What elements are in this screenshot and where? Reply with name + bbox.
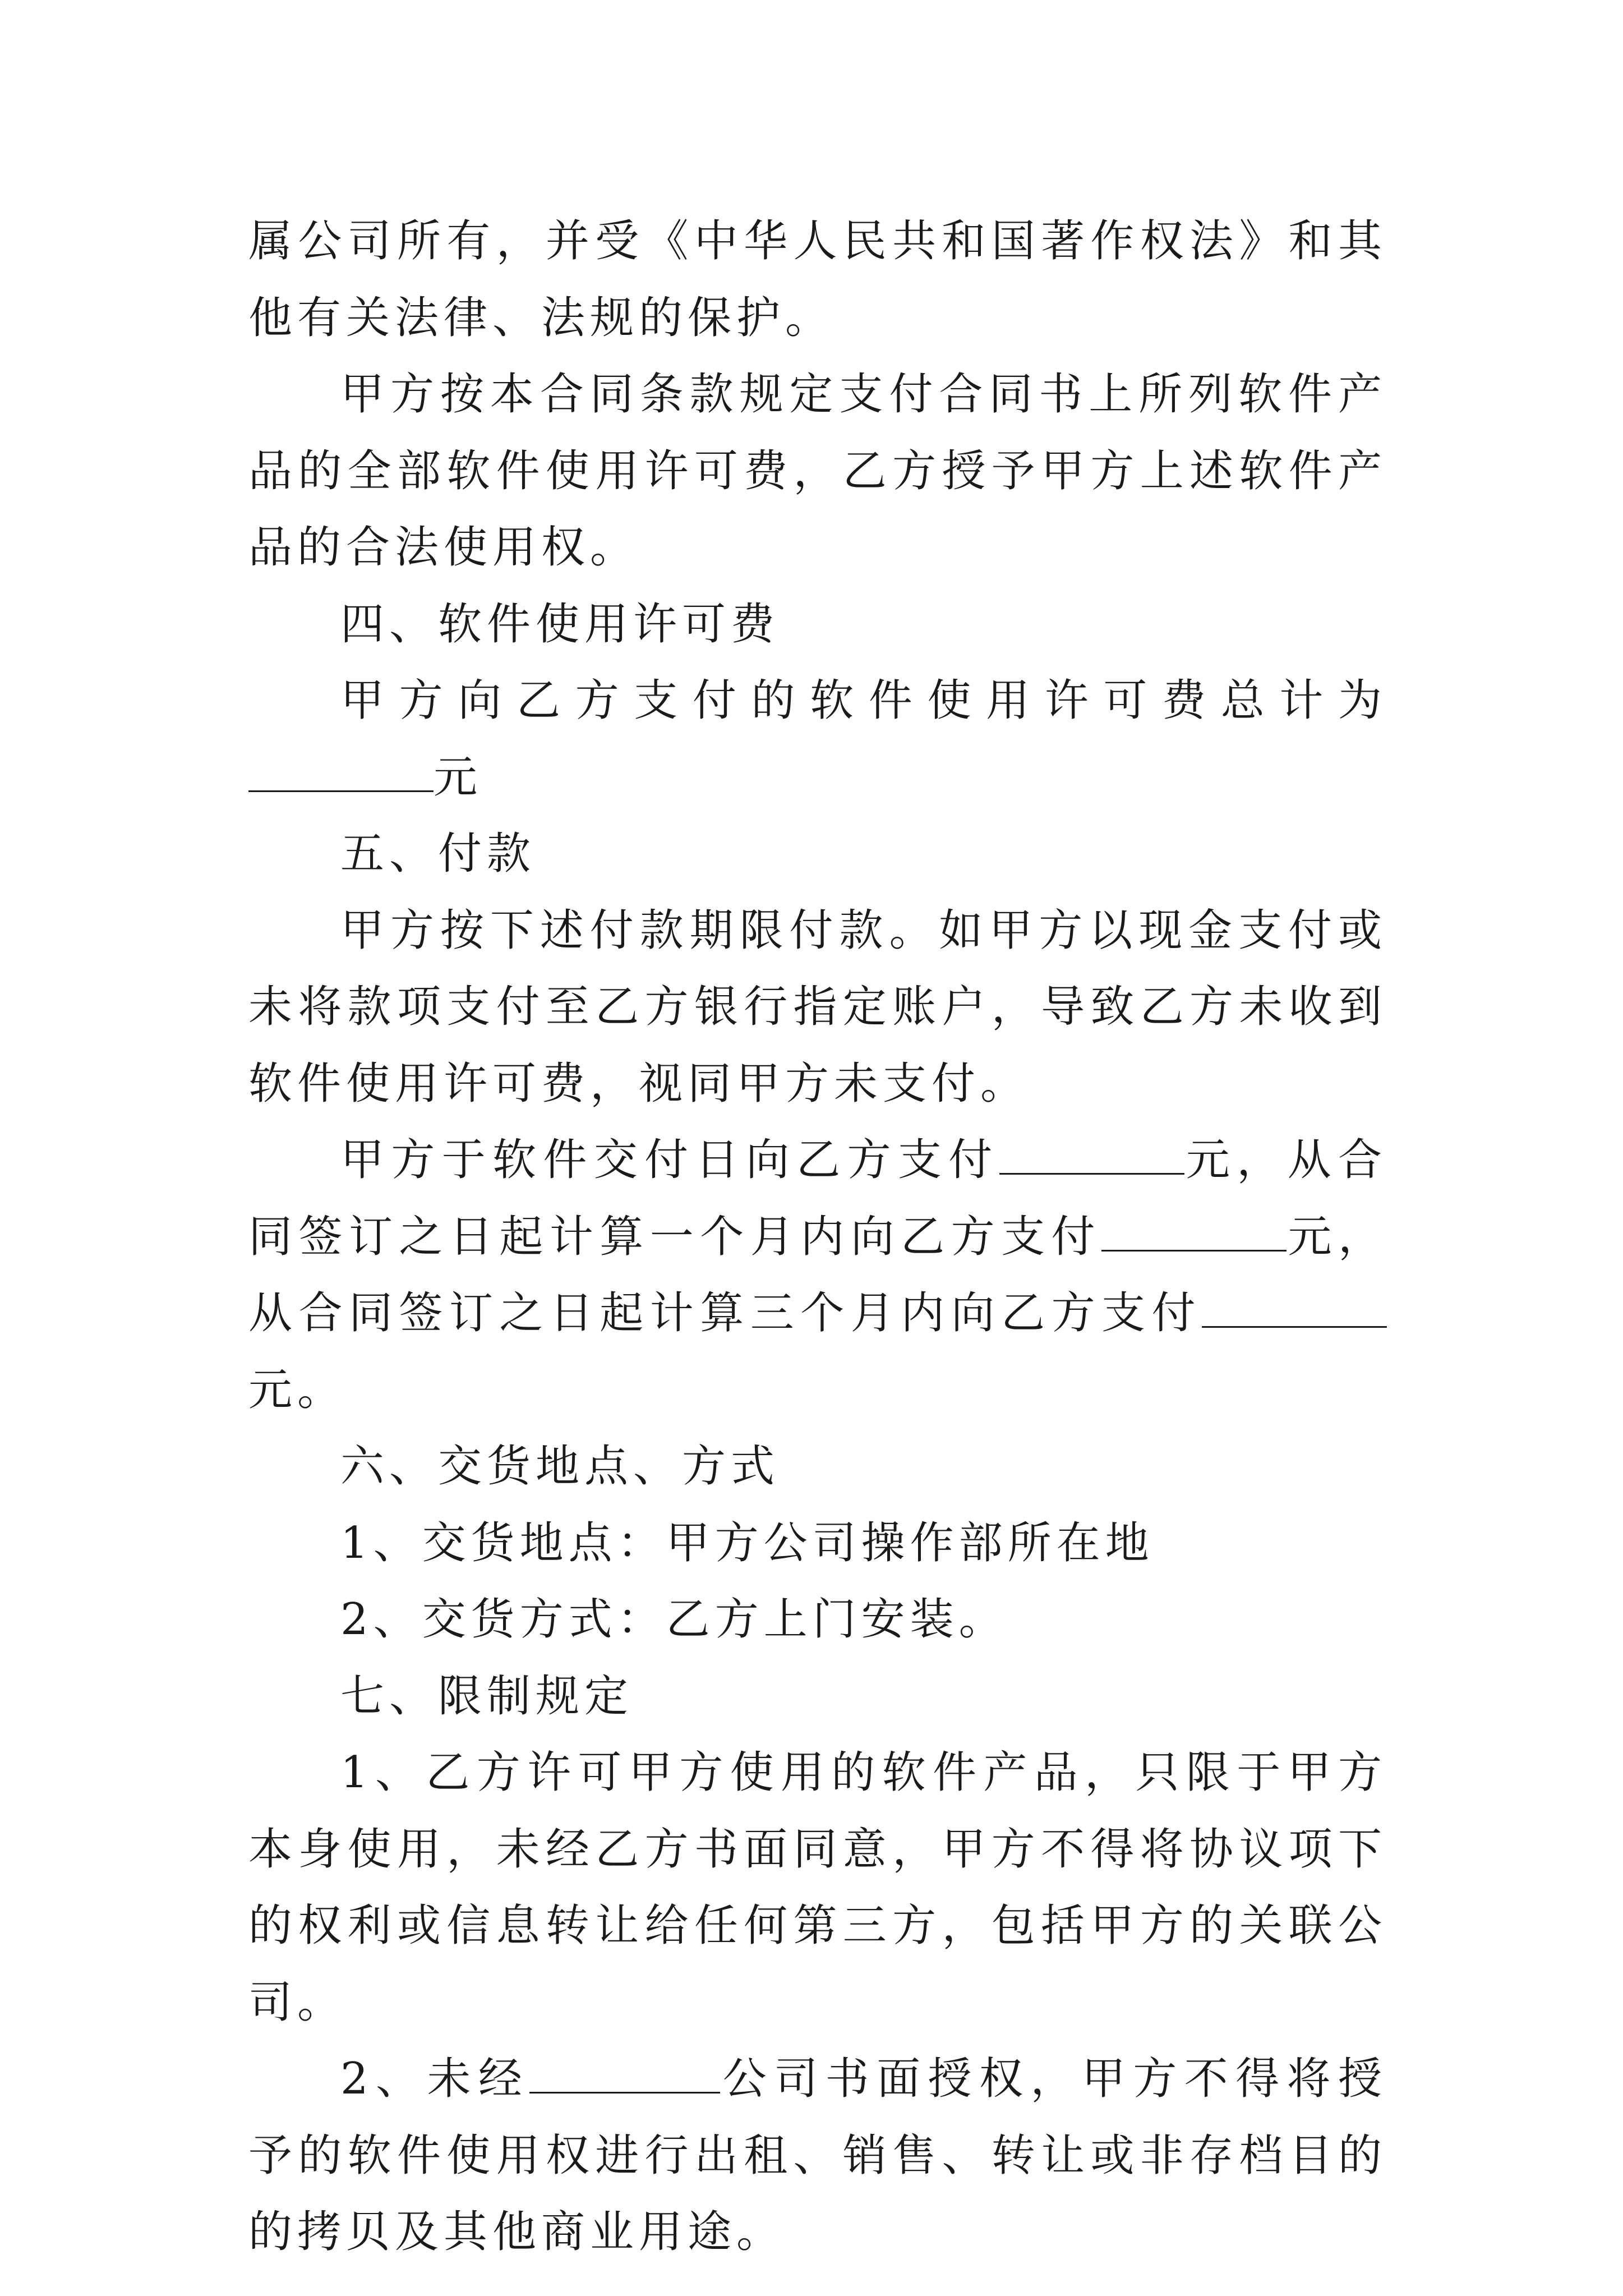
paragraph-delivery-place: 1、交货地点：甲方公司操作部所在地 xyxy=(340,1517,1154,1568)
paragraph-payment-terms: 甲方按下述付款期限付款。如甲方以现金支付或未将款项支付至乙方银行指定账户，导致乙方未收到软件使用许可费，视同甲方未支付。 xyxy=(248,905,1387,1109)
fee-total-unit: 元 xyxy=(434,752,483,803)
payment-schedule-text-c: 元，从合同签订之日起计算三个月内向乙方支付 xyxy=(248,1211,1387,1338)
paragraph-payment-schedule xyxy=(248,1122,1387,1428)
payment-schedule-text-b: 元，从合同签订之日起计算一个月内向乙方支付 xyxy=(248,1135,1387,1262)
heading-restrictions: 七、限制规定 xyxy=(340,1671,634,1722)
payment-schedule-text-a: 甲方于软件交付日向乙方支付 xyxy=(340,1135,999,1185)
payment-blank-2 xyxy=(1101,1216,1287,1251)
document-body xyxy=(248,203,1387,2271)
paragraph-restriction-1: 1、乙方许可甲方使用的软件产品，只限于甲方本身使用，未经乙方书面同意，甲方不得将协议项下的权利或信息转让给任何第三方，包括甲方的关联公司。 xyxy=(248,1747,1387,2028)
paragraph-delivery-method: 2、交货方式：乙方上门安装。 xyxy=(340,1594,1008,1645)
company-name-blank xyxy=(529,2058,720,2093)
heading-delivery: 六、交货地点、方式 xyxy=(340,1441,780,1492)
fee-total-text: 甲方向乙方支付的软件使用许可费总计为 xyxy=(340,675,1387,726)
paragraph-fee-total xyxy=(248,662,1387,816)
payment-blank-3 xyxy=(1202,1292,1387,1328)
restriction-2-text-post: 公司书面授权，甲方不得将授予的软件使用权进行出租、销售、转让或非存档目的的拷贝及其他商业用途。 xyxy=(248,2054,1387,2257)
paragraph-restriction-2 xyxy=(248,2041,1387,2271)
heading-license-fee: 四、软件使用许可费 xyxy=(340,599,780,650)
fee-total-blank xyxy=(248,757,434,792)
restriction-2-text-pre: 2、未经 xyxy=(340,2054,530,2104)
payment-blank-1 xyxy=(999,1139,1184,1175)
heading-payment: 五、付款 xyxy=(340,829,536,879)
paragraph-copyright: 属公司所有，并受《中华人民共和国著作权法》和其他有关法律、法规的保护。 xyxy=(248,216,1387,343)
payment-schedule-text-d: 元。 xyxy=(248,1364,347,1415)
paragraph-license-grant: 甲方按本合同条款规定支付合同书上所列软件产品的全部软件使用许可费，乙方授予甲方上述软件产品的合法使用权。 xyxy=(248,369,1387,573)
